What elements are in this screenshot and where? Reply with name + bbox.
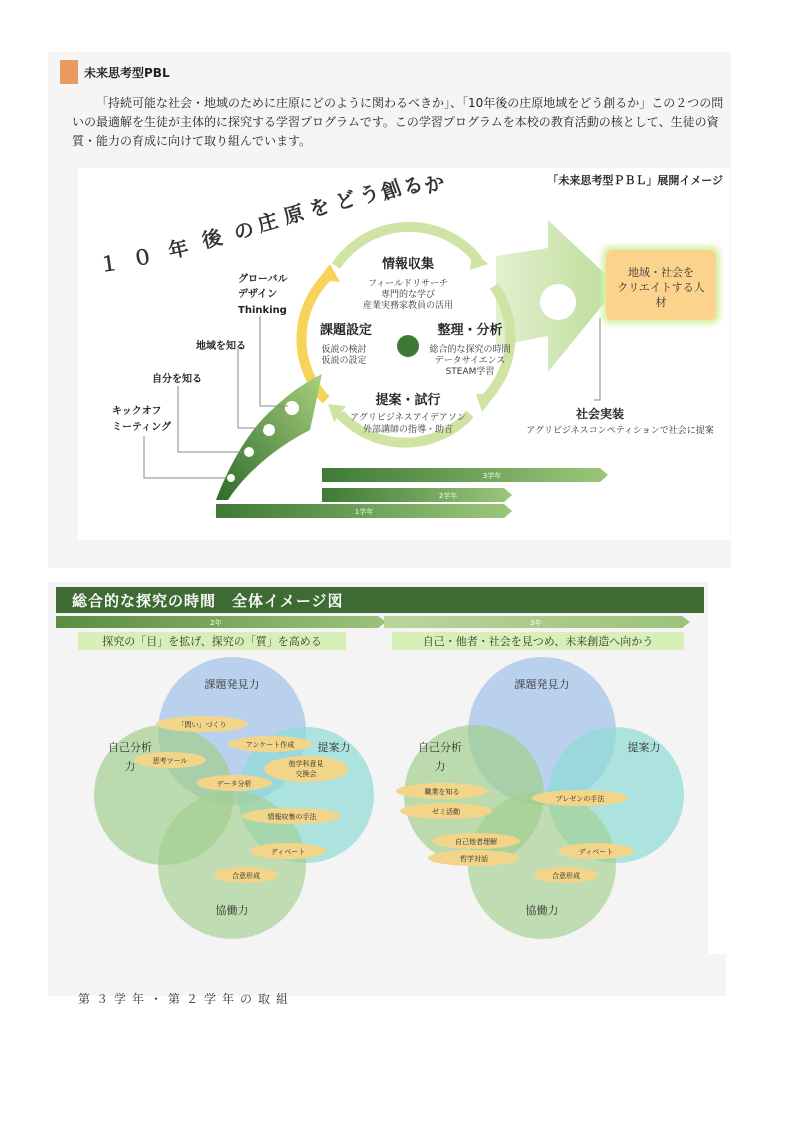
step-kickoff-line: キックオフ [112,406,162,417]
headline-char: ０ [130,243,155,271]
headline-char: 年 [166,235,191,263]
label-self: 自己分析 [108,741,152,754]
headline-char: を [306,192,333,222]
cut-off-heading [78,992,298,1006]
year-bar-2 [322,488,512,502]
tag-label: 情報収集の手法 [267,813,317,821]
section-title: 未来思考型PBL [84,65,170,80]
tag-label: アンケート作成 [245,741,295,749]
social-connector [594,318,600,400]
tag-label: 自己他者理解 [455,838,497,846]
label-discovery: 課題発見力 [204,678,260,691]
step-self: 自分を知る [152,374,202,385]
headline-char: 庄 [254,208,281,237]
cycle-left-line: 仮説の設定 [321,356,367,366]
cycle-top-line: 産業実務家教員の活用 [362,301,454,311]
cycle-right-line: 総合的な探究の時間 [429,345,511,355]
step-dot [263,424,275,436]
venn-left [94,657,374,939]
step-dot [227,474,235,482]
tag-label: 他学科意見 [288,760,324,768]
intro-paragraph [72,94,730,151]
goal-line: クリエイトする人 [617,281,705,294]
label-discovery: 課題発見力 [514,678,570,691]
headline-char: か [420,168,449,199]
tag-label: ディベート [578,848,614,856]
tag-label: 哲学対話 [460,855,488,863]
step-global-line: グローバル [238,274,288,285]
step-community: 地域を知る [196,341,246,352]
label-proposal: 提案力 [317,741,351,754]
pbl-diagram [78,168,730,540]
step-global-line: デザイン [238,289,278,300]
subtitle-left: 探究の「目」を拡げ、探究の「質」を高める [102,635,322,648]
year2-label: 2年 [210,619,222,627]
tag-label: データ分析 [216,780,252,788]
section-header [60,60,170,84]
cycle-top-line: 専門的な学び [380,290,436,300]
cycle-bottom-line: アグリビジネスアイデアソン [350,413,466,423]
headline-char: １ [97,250,121,277]
tag-label: 職業を知る [424,788,460,796]
label-self: 自己分析 [418,741,462,754]
label-proposal: 提案力 [627,741,661,754]
year-label: 3学年 [482,472,502,480]
overview-title: 総合的な探究の時間 全体イメージ図 [72,592,344,610]
goal-line: 材 [655,296,667,309]
label-collab: 協働力 [525,904,559,917]
headline-char: 後 [199,224,225,253]
pbl-diagram-svg [78,168,730,540]
cycle-left-line: 仮説の検討 [321,345,367,355]
social-desc: アグリビジネスコンペティションで社会に提案 [526,426,714,436]
label-self: 力 [124,760,136,773]
tag-label: 「問い」づくり [177,721,227,729]
tag-label: 思考ツール [152,757,188,765]
diagram-caption: 「未来思考型ＰＢＬ」展開イメージ [547,174,723,187]
tag-label: ゼミ活動 [432,808,460,816]
cycle-bottom-line: 外部講師の指導・助言 [362,425,454,435]
cycle-center-dot [397,335,419,357]
step-dot [285,401,299,415]
step-global-line: Thinking [238,305,287,316]
tag-label: 合意形成 [552,872,580,880]
headline-char: 原 [280,200,307,229]
cycle-top-line: フィールドリサーチ [368,279,448,289]
section-marker [60,60,78,84]
headline-char: う [356,179,383,209]
tag-label: 合意形成 [232,872,260,880]
tag-label: ディベート [270,848,306,856]
headline-char: ど [332,185,359,215]
social-title: 社会実装 [575,407,625,421]
step-kickoff-line: ミーティング [112,422,171,433]
label-collab: 協働力 [215,904,249,917]
cycle-top-title: 情報収集 [381,257,435,272]
subtitle-right: 自己・他者・社会を見つめ、未来創造へ向かう [422,635,654,648]
cycle-right-line: STEAM学習 [445,367,495,377]
tag-label: プレゼンの手法 [555,795,605,803]
intro-text: 「持続可能な社会・地域のために庄原にどのように関わるべきか」、「10年後の庄原地域をどう創るか」この２つの問いの最適解を生徒が主体的に探究する学習プログラムです。この学習プログラムを本校の教育活動の核として、生徒の資質・能力の育成に向けて取り組んでいます。 [72,96,724,148]
cycle-bottom-title: 提案・試行 [375,393,441,408]
year-bar-3 [322,468,608,482]
overview-diagram [56,613,704,953]
headline-char: る [398,170,427,201]
goal-line: 地域・社会を [628,266,694,279]
cycle-right-line: データサイエンス [434,356,506,366]
year-label: 2学年 [438,492,458,500]
tag-label: 交換会 [295,770,317,778]
label-self: 力 [434,760,446,773]
year3-label: 3年 [530,619,542,627]
cycle-right-title: 整理・分析 [437,323,503,338]
headline-char: の [231,216,257,245]
step-dot [244,447,254,457]
cycle-left-title: 課題設定 [319,323,373,338]
arrow-hole [540,284,576,320]
cut-off-text: 第３学年・第２学年の取組 [78,992,295,1006]
headline-char: 創 [377,175,405,205]
overview-banner [56,587,704,613]
year-label: 1学年 [354,508,374,516]
